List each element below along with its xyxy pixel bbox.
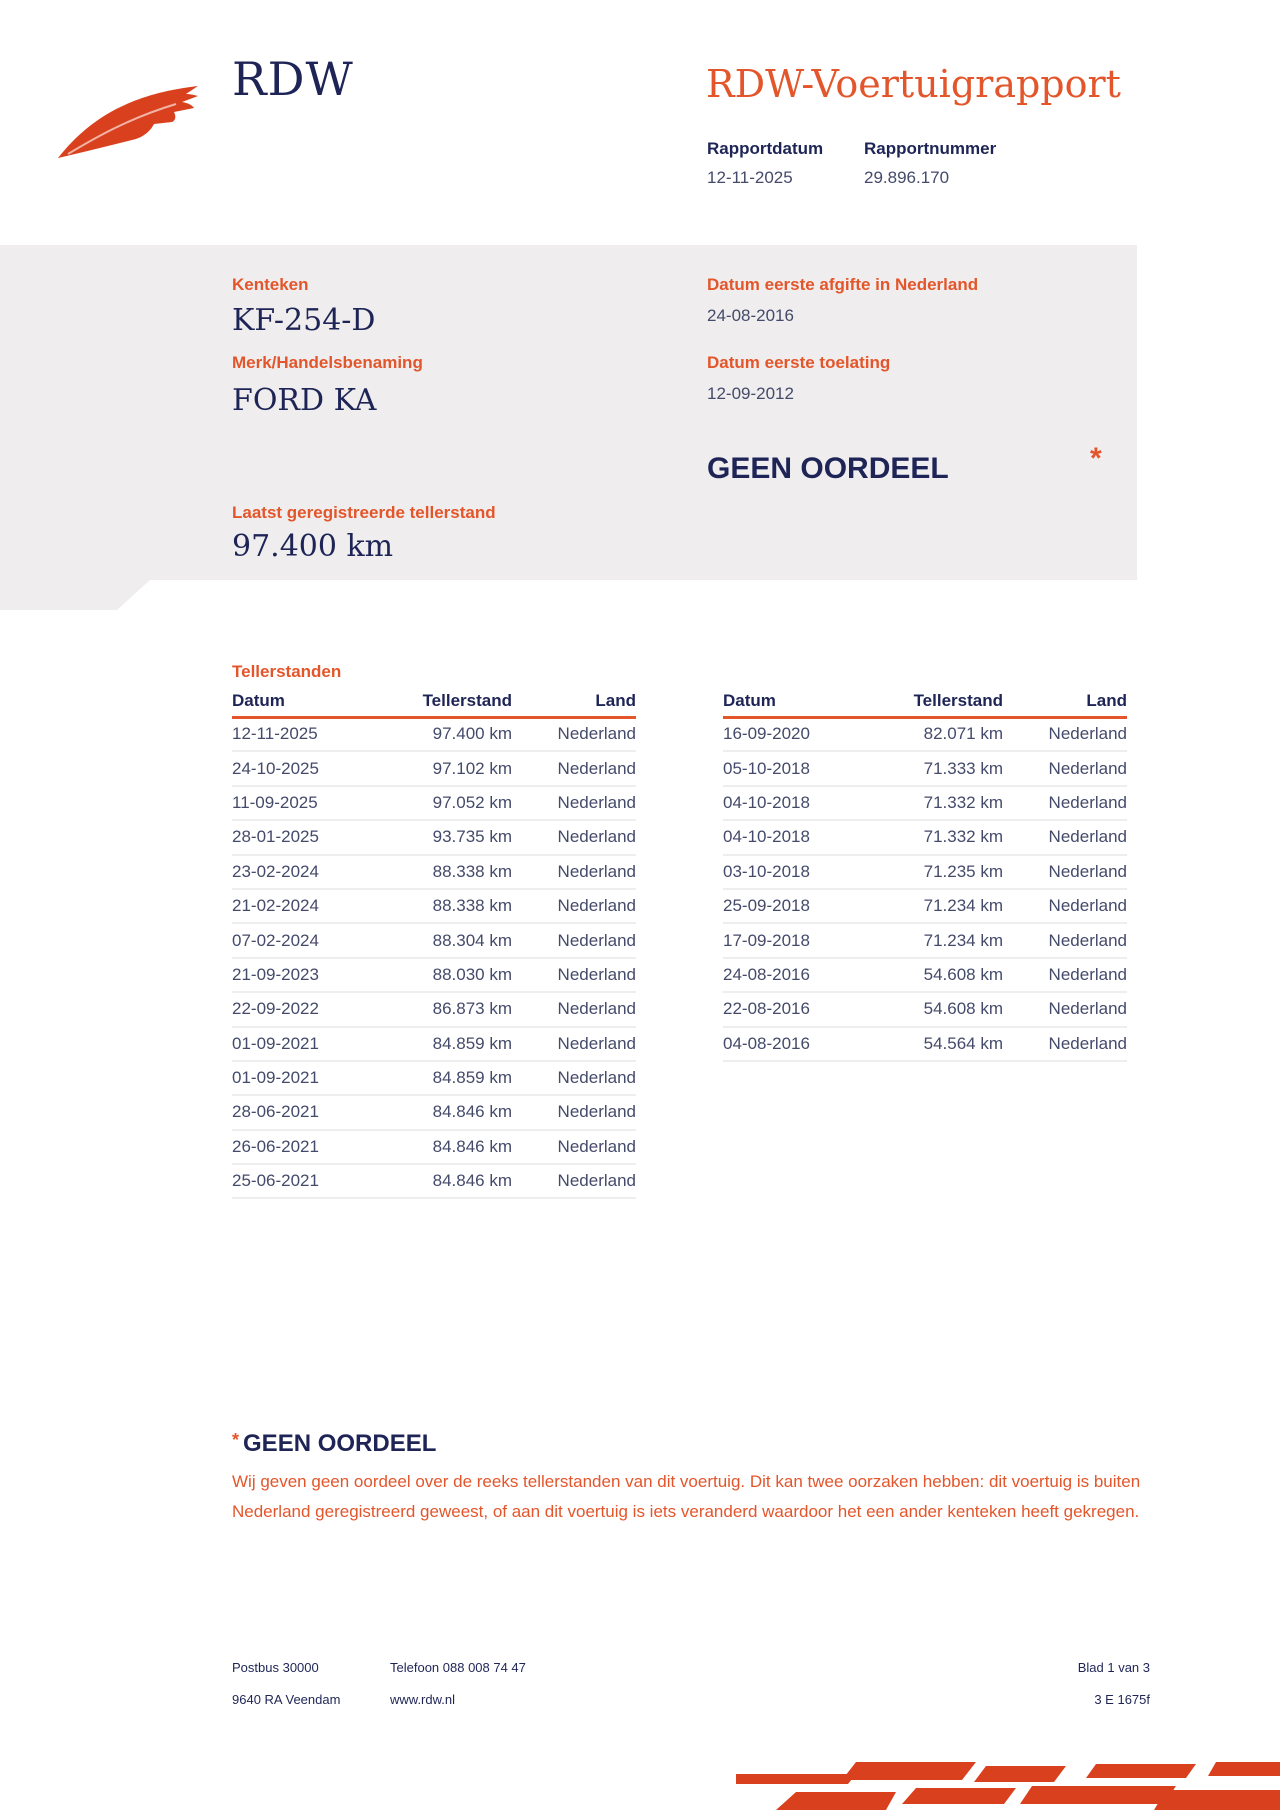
table-row	[232, 717, 636, 751]
footnote-title-text: GEEN OORDEEL	[243, 1430, 437, 1457]
first-admission-label: Datum eerste toelating	[707, 353, 891, 372]
cell-country: Nederland	[512, 820, 636, 854]
cell-date: 01-09-2021	[232, 1061, 372, 1095]
cell-date: 25-09-2018	[723, 889, 863, 923]
cell-country: Nederland	[1003, 717, 1127, 751]
cell-date: 04-08-2016	[723, 1027, 863, 1061]
rdw-logo-icon	[58, 80, 208, 162]
footer-website[interactable]: www.rdw.nl	[390, 1692, 456, 1707]
vehicle-summary-panel	[0, 245, 1137, 580]
verdict-star-marker: *	[1090, 442, 1102, 475]
first-issue-nl-value: 24-08-2016	[707, 306, 794, 325]
table-row	[723, 992, 1127, 1026]
cell-country: Nederland	[1003, 820, 1127, 854]
cell-odometer: 84.859 km	[372, 1027, 512, 1061]
report-title: RDW-Voertuigrapport	[706, 62, 1121, 106]
table-row	[723, 855, 1127, 889]
cell-date: 04-10-2018	[723, 820, 863, 854]
table-row	[232, 1095, 636, 1129]
table-row	[723, 889, 1127, 923]
table-row	[232, 1130, 636, 1164]
table-row	[232, 1164, 636, 1198]
cell-country: Nederland	[512, 1130, 636, 1164]
table-row	[723, 786, 1127, 820]
cell-date: 24-08-2016	[723, 958, 863, 992]
cell-country: Nederland	[1003, 855, 1127, 889]
cell-date: 04-10-2018	[723, 786, 863, 820]
cell-country: Nederland	[512, 958, 636, 992]
table-row	[723, 717, 1127, 751]
cell-odometer: 71.234 km	[863, 889, 1003, 923]
footer-postbus: Postbus 30000	[232, 1660, 319, 1675]
odometer-section-title: Tellerstanden	[232, 662, 342, 681]
cell-odometer: 84.846 km	[372, 1095, 512, 1129]
cell-date: 22-08-2016	[723, 992, 863, 1026]
footer-city: 9640 RA Veendam	[232, 1692, 341, 1707]
plate-value: KF-254-D	[232, 303, 376, 338]
cell-country: Nederland	[1003, 889, 1127, 923]
cell-odometer: 93.735 km	[372, 820, 512, 854]
cell-odometer: 97.052 km	[372, 786, 512, 820]
table-row	[723, 958, 1127, 992]
table-row	[232, 1061, 636, 1095]
footer-phone: Telefoon 088 008 74 47	[390, 1660, 526, 1675]
footnote-title	[232, 1430, 436, 1458]
cell-country: Nederland	[512, 855, 636, 889]
table-row	[232, 1027, 636, 1061]
cell-odometer: 97.102 km	[372, 751, 512, 785]
cell-date: 25-06-2021	[232, 1164, 372, 1198]
cell-odometer: 71.332 km	[863, 820, 1003, 854]
cell-country: Nederland	[1003, 786, 1127, 820]
table-row	[232, 958, 636, 992]
cell-odometer: 71.235 km	[863, 855, 1003, 889]
report-number-label: Rapportnummer	[864, 139, 997, 158]
odometer-table-right	[723, 687, 1127, 1062]
cell-country: Nederland	[1003, 923, 1127, 957]
cell-country: Nederland	[512, 889, 636, 923]
table-row	[232, 820, 636, 854]
cell-country: Nederland	[1003, 958, 1127, 992]
cell-odometer: 88.304 km	[372, 923, 512, 957]
cell-date: 03-10-2018	[723, 855, 863, 889]
cell-date: 17-09-2018	[723, 923, 863, 957]
cell-date: 24-10-2025	[232, 751, 372, 785]
cell-country: Nederland	[512, 786, 636, 820]
make-value: FORD KA	[232, 383, 377, 418]
cell-country: Nederland	[512, 1164, 636, 1198]
table-row	[723, 923, 1127, 957]
footnote-star: *	[232, 1430, 240, 1450]
cell-date: 26-06-2021	[232, 1130, 372, 1164]
table-row	[723, 820, 1127, 854]
report-date: 12-11-2025	[707, 168, 793, 187]
cell-date: 28-06-2021	[232, 1095, 372, 1129]
table-row	[723, 1027, 1127, 1061]
table-header-row	[232, 687, 636, 717]
table-row	[232, 889, 636, 923]
cell-country: Nederland	[1003, 1027, 1127, 1061]
cell-country: Nederland	[512, 992, 636, 1026]
cell-date: 22-09-2022	[232, 992, 372, 1026]
cell-odometer: 97.400 km	[372, 717, 512, 751]
footnote-text: Wij geven geen oordeel over de reeks tellerstanden van dit voertuig. Dit kan twee oorzaken hebben: dit voertuig is buiten Nederland geregistreerd geweest, of aan dit voertuig is iets veranderd waardoor het een ander kenteken heeft gekregen.	[232, 1472, 1141, 1521]
table-row	[232, 923, 636, 957]
cell-odometer: 54.608 km	[863, 992, 1003, 1026]
cell-date: 12-11-2025	[232, 717, 372, 751]
cell-country: Nederland	[512, 751, 636, 785]
column-header-odometer: Tellerstand	[863, 687, 1003, 717]
cell-country: Nederland	[512, 717, 636, 751]
cell-country: Nederland	[512, 1027, 636, 1061]
plate-label: Kenteken	[232, 275, 309, 294]
report-number: 29.896.170	[864, 168, 950, 187]
cell-odometer: 88.338 km	[372, 889, 512, 923]
column-header-date: Datum	[232, 687, 372, 717]
column-header-country: Land	[512, 687, 636, 717]
cell-country: Nederland	[1003, 992, 1127, 1026]
cell-odometer: 71.332 km	[863, 786, 1003, 820]
table-row	[232, 855, 636, 889]
cell-date: 07-02-2024	[232, 923, 372, 957]
cell-date: 05-10-2018	[723, 751, 863, 785]
odometer-table-left	[232, 687, 636, 1199]
rdw-stripes-graphic	[736, 1758, 1280, 1810]
table-row	[232, 786, 636, 820]
cell-date: 21-09-2023	[232, 958, 372, 992]
cell-country: Nederland	[512, 923, 636, 957]
report-date-label: Rapportdatum	[707, 139, 824, 158]
cell-country: Nederland	[1003, 751, 1127, 785]
footer-document-code: 3 E 1675f	[1094, 1692, 1150, 1707]
cell-odometer: 86.873 km	[372, 992, 512, 1026]
cell-odometer: 84.846 km	[372, 1130, 512, 1164]
cell-date: 28-01-2025	[232, 820, 372, 854]
cell-odometer: 84.846 km	[372, 1164, 512, 1198]
last-odometer-label: Laatst geregistreerde tellerstand	[232, 503, 496, 522]
table-header-row	[723, 687, 1127, 717]
odometer-verdict: GEEN OORDEEL	[707, 452, 949, 485]
cell-date: 11-09-2025	[232, 786, 372, 820]
first-issue-nl-label: Datum eerste afgifte in Nederland	[707, 275, 979, 294]
cell-odometer: 82.071 km	[863, 717, 1003, 751]
footer-page-number: Blad 1 van 3	[1077, 1660, 1150, 1675]
last-odometer-value: 97.400 km	[232, 529, 394, 564]
cell-odometer: 84.859 km	[372, 1061, 512, 1095]
table-row	[723, 751, 1127, 785]
cell-date: 23-02-2024	[232, 855, 372, 889]
first-admission-value: 12-09-2012	[707, 384, 794, 403]
table-row	[232, 992, 636, 1026]
cell-date: 16-09-2020	[723, 717, 863, 751]
cell-odometer: 71.333 km	[863, 751, 1003, 785]
cell-odometer: 54.564 km	[863, 1027, 1003, 1061]
column-header-odometer: Tellerstand	[372, 687, 512, 717]
column-header-date: Datum	[723, 687, 863, 717]
cell-odometer: 54.608 km	[863, 958, 1003, 992]
make-label: Merk/Handelsbenaming	[232, 353, 423, 372]
panel-tab-shape	[0, 580, 150, 610]
cell-country: Nederland	[512, 1061, 636, 1095]
table-row	[232, 751, 636, 785]
brand-name: RDW	[232, 52, 354, 106]
cell-country: Nederland	[512, 1095, 636, 1129]
cell-odometer: 88.338 km	[372, 855, 512, 889]
cell-odometer: 88.030 km	[372, 958, 512, 992]
column-header-country: Land	[1003, 687, 1127, 717]
cell-odometer: 71.234 km	[863, 923, 1003, 957]
cell-date: 01-09-2021	[232, 1027, 372, 1061]
cell-date: 21-02-2024	[232, 889, 372, 923]
